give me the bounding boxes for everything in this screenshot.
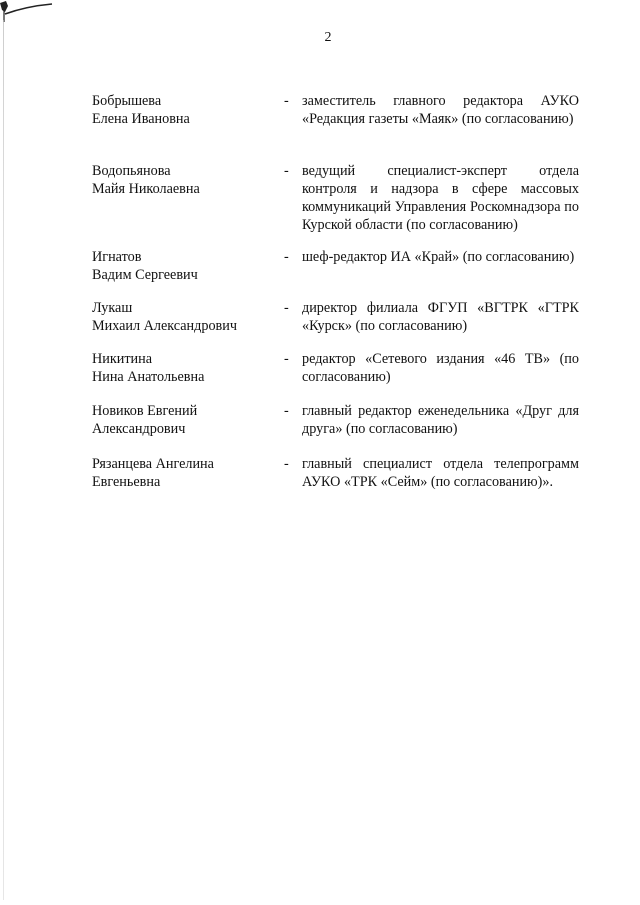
- person-name: [92, 299, 272, 335]
- entry-dash: -: [284, 300, 289, 316]
- entry-dash: -: [284, 351, 289, 367]
- person-given-names: Майя Николаевна: [92, 181, 200, 197]
- page-number: 2: [324, 30, 332, 45]
- entry-dash: -: [284, 456, 289, 472]
- person-given-names: Вадим Сергеевич: [92, 267, 198, 283]
- person-surname: Лукаш: [92, 300, 133, 316]
- person-position: шеф-редактор ИА «Край» (по согласованию): [302, 249, 575, 265]
- person-position: заместитель главного редактора АУКО «Редакция газеты «Маяк» (по согласованию): [302, 93, 579, 127]
- person-name: [92, 402, 272, 438]
- person-position: редактор «Сетевого издания «46 ТВ» (по согласованию): [302, 351, 579, 385]
- person-position: ведущий специалист-эксперт отдела контроля и надзора в сфере массовых коммуникаций Управления Роскомнадзора по Курской области (по согласованию): [302, 163, 579, 233]
- person-name: [92, 350, 272, 386]
- person-given-names: Михаил Александрович: [92, 318, 237, 334]
- person-position: главный специалист отдела телепрограмм АУКО «ТРК «Сейм» (по согласованию)».: [302, 456, 579, 490]
- person-surname: Игнатов: [92, 249, 142, 265]
- entry-dash: -: [284, 163, 289, 179]
- person-surname: Новиков Евгений: [92, 403, 198, 419]
- person-name: [92, 248, 272, 284]
- person-surname: Никитина: [92, 351, 153, 367]
- person-surname: Водопьянова: [92, 163, 171, 179]
- person-name: [92, 92, 272, 128]
- entry-dash: -: [284, 249, 289, 265]
- person-given-names: Александрович: [92, 421, 186, 437]
- person-surname: Бобрышева: [92, 93, 162, 109]
- person-given-names: Елена Ивановна: [92, 111, 190, 127]
- person-surname: Рязанцева Ангелина: [92, 456, 214, 472]
- scan-edge-line: [3, 20, 4, 900]
- person-name: [92, 162, 272, 198]
- entry-dash: -: [284, 403, 289, 419]
- person-name: [92, 455, 272, 491]
- person-position: главный редактор еженедельника «Друг для друга» (по согласованию): [302, 403, 579, 437]
- person-given-names: Нина Анатольевна: [92, 369, 205, 385]
- person-position: директор филиала ФГУП «ВГТРК «ГТРК «Курск» (по согласованию): [302, 300, 579, 334]
- entry-dash: -: [284, 93, 289, 109]
- staple-mark-icon: [0, 0, 60, 30]
- person-given-names: Евгеньевна: [92, 474, 161, 490]
